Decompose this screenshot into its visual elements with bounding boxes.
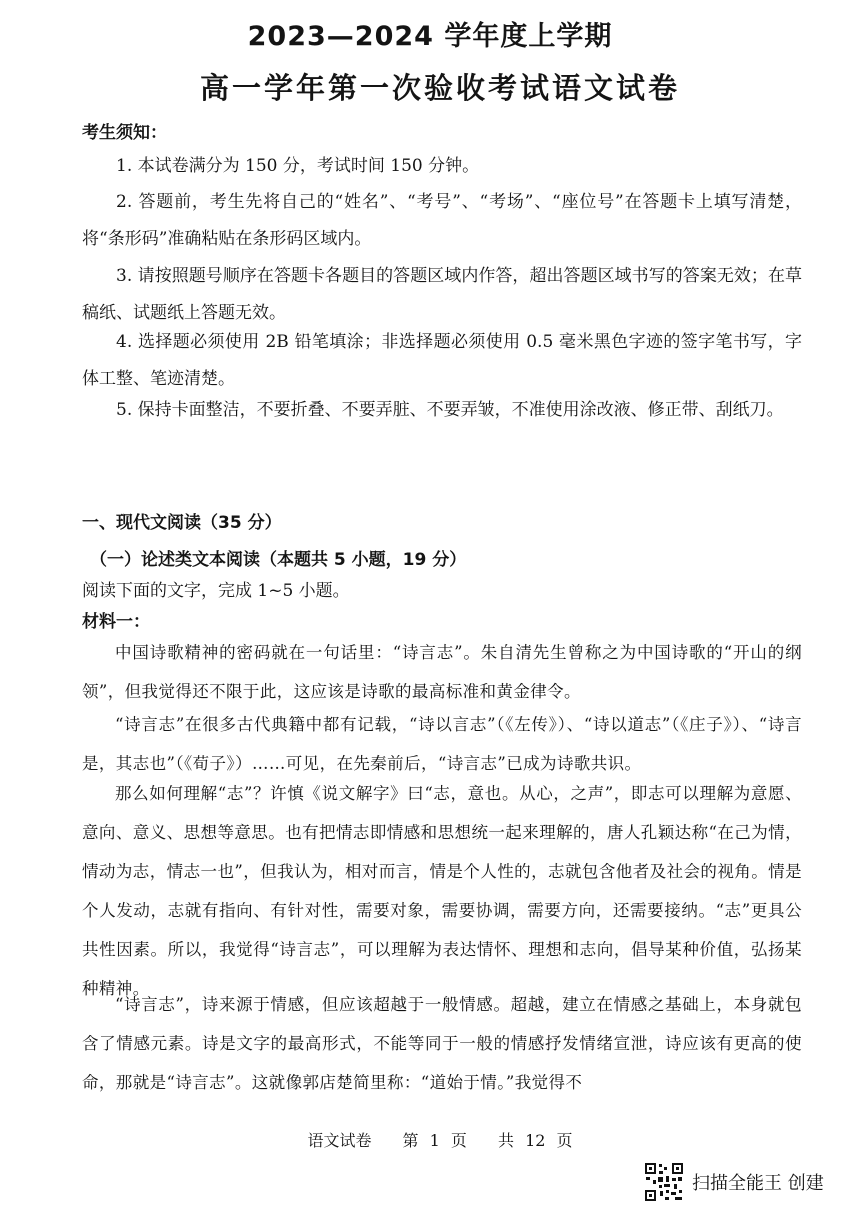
material-paragraph-1: 中国诗歌精神的密码就在一句话里：“诗言志”。朱自清先生曾称之为中国诗歌的“开山的纲领”，但我觉得还不限于此，这应该是诗歌的最高标准和黄金律令。 bbox=[82, 643, 802, 701]
scanner-watermark bbox=[644, 1162, 824, 1202]
notice-item-1: 1. 本试卷满分为 150 分，考试时间 150 分钟。 bbox=[116, 156, 480, 176]
exam-title-main: 高一学年第一次验收考试语文试卷 bbox=[199, 71, 680, 105]
section-heading: 一、现代文阅读（35 分） bbox=[82, 513, 282, 533]
notice-item-2: 2. 答题前，考生先将自己的“姓名”、“考号”、“考场”、“座位号”在答题卡上填写清楚，将“条形码”准确粘贴在条形码区域内。 bbox=[82, 192, 802, 249]
footer-total-pages: 共 12 页 bbox=[498, 1131, 573, 1150]
material-paragraph-3: 那么如何理解“志”？许慎《说文解字》曰“志，意也。从心，之声”，即志可以理解为意愿、意向、意义、思想等意思。也有把情志即情感和思想统一起来理解的，唐人孔颖达称“在己为情，情动为志，情志一也”，但我认为，相对而言，情是个人性的，志就包含他者及社会的视角。情是个人发动，志就有指向、有针对性，需要对象，需要协调，需要方向，还需要接纳。“志”更具公共性因素。所以，我觉得“诗言志”，可以理解为表达情怀、理想和志向，倡导某种价值，弘扬某种精神。 bbox=[82, 784, 802, 998]
scanner-watermark-text: 扫描全能王 创建 bbox=[692, 1173, 824, 1194]
exam-title-year: 2023—2024 学年度上学期 bbox=[247, 21, 613, 52]
material-label: 材料一： bbox=[82, 612, 150, 632]
footer-subject: 语文试卷 bbox=[307, 1131, 372, 1150]
notice-item-5: 5. 保持卡面整洁，不要折叠、不要弄脏、不要弄皱，不准使用涂改液、修正带、刮纸刀。 bbox=[116, 400, 784, 420]
material-paragraph-2: “诗言志”在很多古代典籍中都有记载，“诗以言志”（《左传》）、“诗以道志”（《庄子》）、“诗言是，其志也”（《荀子》）……可见，在先秦前后，“诗言志”已成为诗歌共识。 bbox=[82, 715, 802, 773]
notice-heading: 考生须知： bbox=[82, 123, 167, 143]
section-subheading: （一）论述类文本阅读（本题共 5 小题，19 分） bbox=[90, 550, 467, 570]
qr-code-icon bbox=[644, 1162, 684, 1202]
notice-item-4: 4. 选择题必须使用 2B 铅笔填涂；非选择题必须使用 0.5 毫米黑色字迹的签字笔书写，字体工整、笔迹清楚。 bbox=[82, 332, 802, 389]
material-paragraph-4: “诗言志”，诗来源于情感，但应该超越于一般情感。超越，建立在情感之基础上，本身就包含了情感元素。诗是文字的最高形式，不能等同于一般的情感抒发情绪宣泄，诗应该有更高的使命，那就是“诗言志”。这就像郭店楚简里称：“道始于情。”我觉得不 bbox=[82, 995, 802, 1092]
footer-page-number: 第 1 页 bbox=[402, 1131, 467, 1150]
reading-instruction: 阅读下面的文字，完成 1~5 小题。 bbox=[82, 581, 350, 601]
page-footer bbox=[0, 1128, 860, 1151]
notice-item-3: 3. 请按照题号顺序在答题卡各题目的答题区域内作答，超出答题区域书写的答案无效；在草稿纸、试题纸上答题无效。 bbox=[82, 266, 802, 323]
